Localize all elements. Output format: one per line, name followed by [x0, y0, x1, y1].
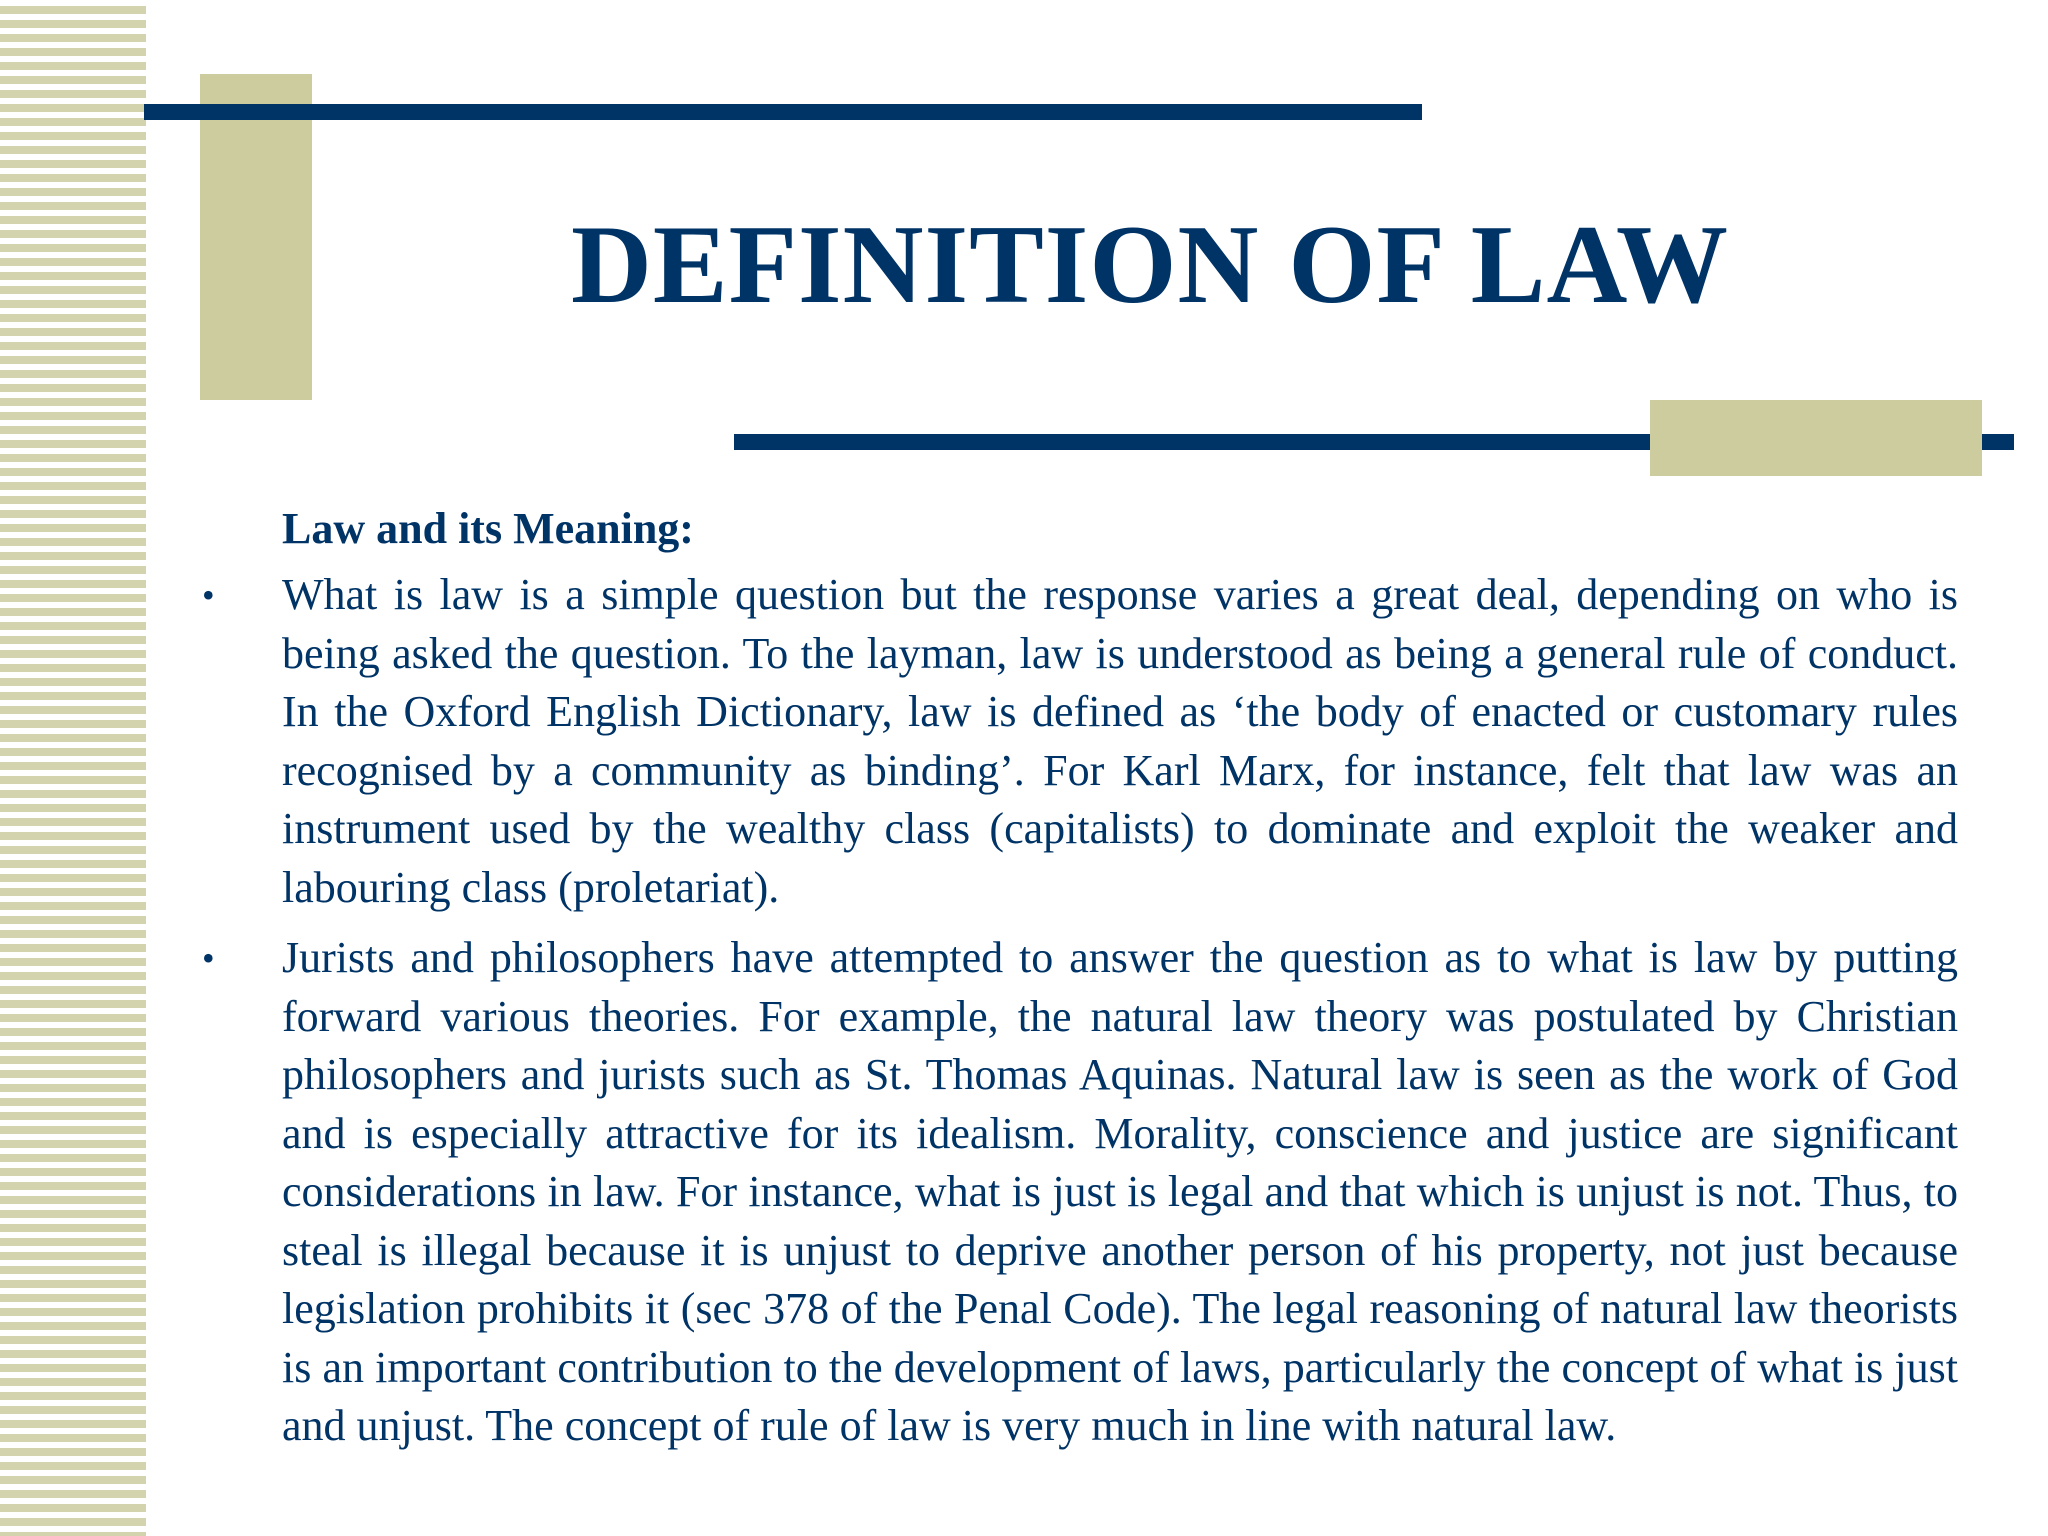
slide-title: DEFINITION OF LAW	[571, 203, 1729, 327]
decorative-block-right	[1650, 400, 1982, 476]
slide-content	[196, 500, 1958, 1468]
bullet-list	[196, 566, 1958, 1456]
decorative-rule-top	[144, 104, 1422, 120]
decorative-block-top	[200, 74, 312, 400]
bullet-marker: •	[202, 938, 215, 978]
bullet-text: What is law is a simple question but the response varies a great deal, depending on who is being asked the question. To the layman, law is understood as being a general rule of conduct. In the Oxford English Dictionary, law is defined as ‘the body of enacted or customary rules recognised by a community as binding’. For Karl Marx, for instance, felt that law was an instrument used by the wealthy class (capitalists) to dominate and exploit the weaker and labouring class (proletariat).	[282, 570, 1958, 912]
bullet-item	[196, 929, 1958, 1456]
section-subheading: Law and its Meaning:	[282, 504, 694, 553]
decorative-stripes	[0, 0, 146, 1536]
bullet-marker: •	[202, 575, 215, 615]
bullet-item	[196, 566, 1958, 917]
bullet-text: Jurists and philosophers have attempted to answer the question as to what is law by putting forward various theories. For example, the natural law theory was postulated by Christian philosophers and jurists such as St. Thomas Aquinas. Natural law is seen as the work of God and is especially attractive for its idealism. Morality, conscience and justice are significant considerations in law. For instance, what is just is legal and that which is unjust is not. Thus, to steal is illegal because it is unjust to deprive another person of his property, not just because legislation prohibits it (sec 378 of the Penal Code). The legal reasoning of natural law theorists is an important contribution to the development of laws, particularly the concept of what is just and unjust. The concept of rule of law is very much in line with natural law.	[282, 933, 1958, 1450]
